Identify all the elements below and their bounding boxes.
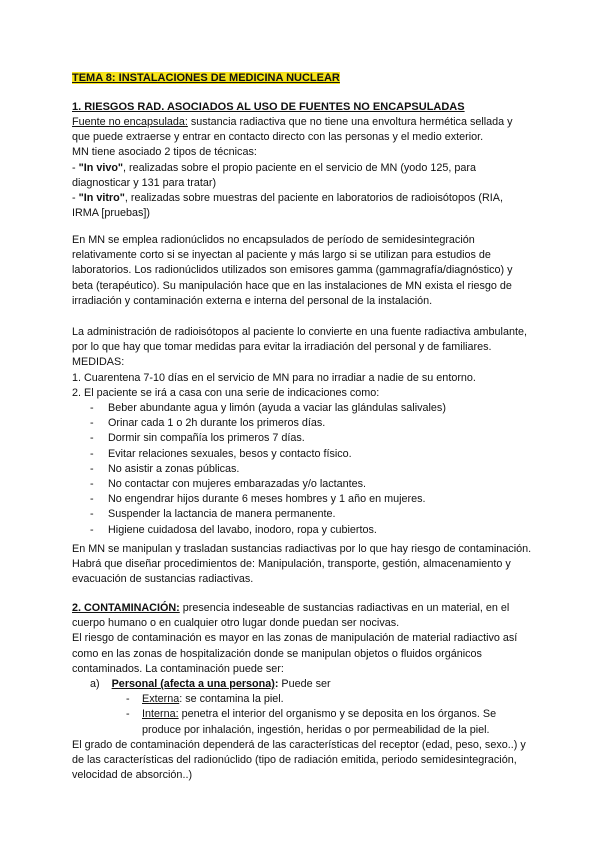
list-item: - Dormir sin compañía los primeros 7 días. [72, 431, 532, 446]
section-2-heading: 2. CONTAMINACIÓN: [72, 602, 180, 614]
mn-intro: MN tiene asociado 2 tipos de técnicas: [72, 146, 257, 159]
list-item: - No engendrar hijos durante 6 meses hombres y 1 año en mujeres. [72, 492, 532, 507]
in-vivo-term: "In vivo" [78, 161, 124, 174]
list-item: - Orinar cada 1 o 2h durante los primeros días. [72, 416, 532, 431]
list-item: - Beber abundante agua y limón (ayuda a vaciar las glándulas salivales) [72, 401, 532, 416]
in-vivo-item: - "In vivo", realizadas sobre el propio paciente en el servicio de MN (yodo 125, para diagnosticar y 131 para tratar) [72, 161, 476, 189]
item-a: a) Personal (afecta a una persona): Puede ser [90, 678, 331, 691]
list-item: - No contactar con mujeres embarazadas y/o lactantes. [72, 477, 532, 492]
paragraph-manipulacion: En MN se manipulan y trasladan sustancias radiactivas por lo que hay riesgo de contaminación. Habrá que diseñar procedimientos de: Manipulación, transporte, gestión, almacenamiento y evacuación de sustancias radiactivas. [72, 543, 532, 586]
definition-term: Fuente no encapsulada: [72, 116, 188, 128]
section-1-heading: 1. RIESGOS RAD. ASOCIADOS AL USO DE FUENTES NO ENCAPSULADAS [72, 101, 465, 113]
item-a-term: Personal (afecta a una persona) [111, 678, 275, 691]
sub-item-externa: - Externa: se contamina la piel. [72, 692, 532, 707]
in-vitro-term: "In vitro" [78, 192, 125, 205]
list-item: - Higiene cuidadosa del lavabo, inodoro, ropa y cubiertos. [72, 523, 532, 538]
paragraph-grado: El grado de contaminación dependerá de las características del receptor (edad, peso, sexo..) y de las características del radionúclido (tipo de radiación emitida, periodo semidesintegración, velocidad de absorción..) [72, 738, 526, 782]
section-2 [72, 601, 532, 783]
definition-paragraph: Fuente no encapsulada: sustancia radiactiva que no tiene una envoltura hermética sellada y que puede extraerse y entrar en contacto directo con las personas y el medio exterior. [72, 116, 513, 144]
section-1-definition [72, 115, 532, 221]
paragraph-riesgo: El riesgo de contaminación es mayor en las zonas de manipulación de material radiactivo así como en las zonas de hospitalización donde se manipulan objetos o fluidos orgánicos contaminados. La contaminación puede ser: [72, 632, 518, 675]
paragraph-radionuclidos: En MN se emplea radionúclidos no encapsulados de período de semidesintegración relativamente corto si se inyectan al paciente y más largo si se utilizan para estudios de laboratorios. Los radionúclidos utilizados son emisores gamma (gammagrafía/diagnóstico) y beta (terapéutico). Su manipulación hace que en las instalaciones de MN exista el riesgo de irradiación y contaminación externa e interna del personal de la instalación. [72, 234, 513, 307]
list-item: - Evitar relaciones sexuales, besos y contacto físico. [72, 447, 532, 462]
section-2-intro: 2. CONTAMINACIÓN: presencia indeseable de sustancias radiactivas en un material, en el cuerpo humano o en cualquier otro lugar donde puedan ser nocivas. [72, 602, 510, 630]
indications-list [72, 401, 532, 538]
measure-2: 2. El paciente se irá a casa con una serie de indicaciones como: [72, 386, 380, 399]
measures-block [72, 325, 532, 538]
page-title [72, 71, 532, 86]
list-item: - Suspender la lactancia de manera permanente. [72, 507, 532, 522]
paragraph-administracion: La administración de radioisótopos al paciente lo convierte en una fuente radiactiva ambulante, por lo que hay que tomar medidas para evitar la irradiación del personal y de familiares. MEDIDAS: [72, 326, 527, 369]
measure-1: 1. Cuarentena 7-10 días en el servicio de MN para no irradiar a nadie de su entorno. [72, 371, 476, 384]
list-item: - No asistir a zonas públicas. [72, 462, 532, 477]
sub-item-interna: - Interna: penetra el interior del organismo y se deposita en los órganos. Se produce por inhalación, ingestión, heridas o por permeabilidad de la piel. [72, 707, 532, 737]
title-highlight: TEMA 8: INSTALACIONES DE MEDICINA NUCLEAR [72, 72, 340, 84]
in-vitro-item: - "In vitro", realizadas sobre muestras del paciente en laboratorios de radioisótopos (RIA, IRMA [pruebas]) [72, 192, 503, 220]
